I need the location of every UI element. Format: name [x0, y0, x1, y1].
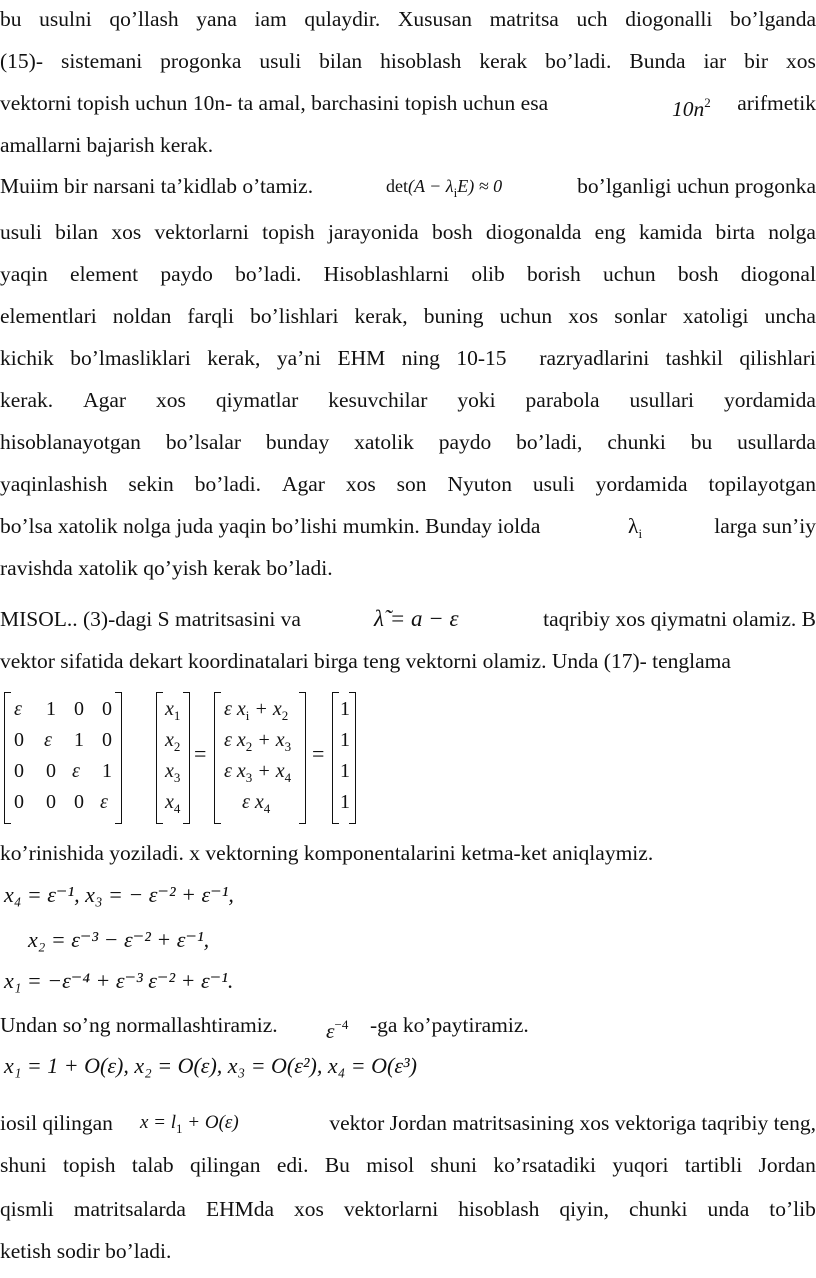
word: paydo: [160, 262, 213, 286]
text-span: ketish sodir bo’ladi.: [0, 1239, 172, 1263]
matrix-cell: 0: [74, 791, 84, 813]
text-line: [0, 471, 816, 497]
word: xos: [786, 49, 816, 73]
vector-cell: [165, 727, 180, 753]
word: farqli: [187, 304, 234, 328]
bracket-left: [214, 692, 221, 824]
word: yoki: [457, 388, 496, 412]
text-span: vektorni topish uchun 10n- ta amal, barchasini topish uchun esa: [0, 91, 549, 115]
equation-line: x₁ = 1 + O(ε), x₂ = O(ε), x₃ = O(ε²), x₄ = O(ε³): [4, 1053, 417, 1078]
text-line: [0, 173, 816, 199]
word: kerak: [479, 49, 528, 73]
word: bunday: [265, 430, 330, 454]
text-span: Undan so’ng normallashtiramiz.: [0, 1013, 278, 1037]
word: son: [396, 472, 427, 496]
subscript: 3: [284, 739, 292, 754]
text-line: [0, 1152, 816, 1178]
word: xatoligi: [682, 304, 749, 328]
word: EHM: [337, 346, 386, 370]
word: qismli: [0, 1197, 54, 1221]
word: bo’ladi.: [545, 49, 612, 73]
vector-cell: 1: [340, 698, 350, 720]
formula-text: ε: [326, 1019, 335, 1043]
bracket-right: [115, 692, 122, 824]
text-line: [0, 387, 816, 413]
formula-text: E) ≈ 0: [457, 176, 503, 196]
matrix-cell: ε: [100, 791, 108, 813]
subscript: 3: [245, 770, 253, 785]
word: qilingan: [190, 1153, 261, 1177]
formula-eps-m4: [326, 1012, 348, 1044]
vector-cell: 1: [340, 760, 350, 782]
word: yaqinlashish: [0, 472, 108, 496]
word: vektorlarni: [343, 1197, 439, 1221]
var: + x: [252, 729, 285, 751]
text-line: [0, 513, 816, 539]
var: x: [165, 760, 174, 782]
text-line: [0, 6, 816, 32]
word: sonlar: [614, 304, 667, 328]
word: shuni: [0, 1153, 47, 1177]
matrix-cell: 0: [14, 729, 24, 751]
word: diogonalli: [625, 7, 713, 31]
word: kichik: [0, 346, 54, 370]
word: qiymatlar: [215, 388, 299, 412]
word: kerak,: [354, 304, 408, 328]
word: bo’ladi.: [235, 262, 302, 286]
word: xos: [156, 388, 186, 412]
word: bilan: [55, 220, 99, 244]
word: progonka: [160, 49, 242, 73]
text-span: ko’rinishida yoziladi. x vektorning komponentalarini ketma-ket aniqlaymiz.: [0, 841, 654, 865]
text-line: [0, 48, 816, 74]
word: misol: [366, 1153, 415, 1177]
equation-line: x₁ = −ε⁻⁴ + ε⁻³ ε⁻² + ε⁻¹.: [4, 968, 234, 993]
text-span: amallarni bajarish kerak.: [0, 133, 214, 157]
word: yordamida: [723, 388, 816, 412]
matrix-cell: 0: [14, 760, 24, 782]
word: usullari: [629, 388, 695, 412]
word: diogonalda: [485, 220, 582, 244]
equation-line: x₄ = ε⁻¹, x₃ = − ε⁻² + ε⁻¹,: [4, 882, 234, 907]
word: ko’rsatadiki: [493, 1153, 597, 1177]
subscript: 2: [173, 739, 181, 754]
word: iar: [703, 49, 727, 73]
word: yordamida: [595, 472, 688, 496]
word: Bunda: [629, 49, 686, 73]
text-span: larga sun’iy: [714, 514, 816, 538]
word: element: [70, 262, 139, 286]
equation-line: x₂ = ε⁻³ − ε⁻² + ε⁻¹,: [28, 927, 210, 952]
word: shuni: [430, 1153, 477, 1177]
vector-cell: [165, 758, 180, 784]
word: topilayotgan: [708, 472, 816, 496]
word: eng: [594, 220, 626, 244]
word: to’lib: [769, 1197, 816, 1221]
word: bo’lmasliklari: [70, 346, 191, 370]
word: hisoblanayotgan: [0, 430, 141, 454]
word: diogonal: [740, 262, 816, 286]
word: iam: [254, 7, 287, 31]
subscript: i: [245, 708, 250, 723]
word: olib: [471, 262, 505, 286]
word: xos: [294, 1197, 324, 1221]
matrix-cell: 1: [46, 698, 56, 720]
var: x: [165, 791, 174, 813]
word: topish: [62, 1153, 116, 1177]
vector-cell: [224, 727, 291, 753]
matrix-cell: ε: [72, 760, 80, 782]
word: nolga: [768, 220, 816, 244]
bracket-right: [299, 692, 306, 824]
var: ε x: [224, 729, 246, 751]
word: xos: [345, 472, 376, 496]
text-span: bo’lganligi uchun progonka: [577, 174, 816, 198]
matrix-cell: 0: [102, 698, 112, 720]
word: usullarda: [737, 430, 816, 454]
word: uncha: [764, 304, 816, 328]
word: bo’ladi.: [194, 472, 262, 496]
word: kerak,: [207, 346, 261, 370]
formula-text: x = l: [140, 1112, 177, 1133]
word: tashkil: [665, 346, 723, 370]
word: topish: [262, 220, 315, 244]
text-span: bo’lsa xatolik nolga juda yaqin bo’lishi mumkin. Bunday iolda: [0, 514, 541, 538]
text-line: [0, 840, 816, 866]
word: bilan: [319, 49, 363, 73]
bracket-right: [183, 692, 190, 824]
text-line: [0, 1238, 816, 1264]
word: Xususan: [397, 7, 472, 31]
text-line: [0, 555, 816, 581]
formula-subscript: i: [453, 185, 458, 200]
word: jarayonida: [327, 220, 419, 244]
word: yuqori: [612, 1153, 669, 1177]
text-span: vektor Jordan matritsasining xos vektoriga taqribiy teng,: [329, 1111, 816, 1135]
text-span: Muiim bir narsani ta’kidlab o’tamiz.: [0, 174, 314, 198]
word: razryadlarini: [539, 346, 650, 370]
vector-cell: [165, 789, 180, 815]
var: x: [165, 698, 174, 720]
word: noldan: [112, 304, 172, 328]
word: hisoblash: [380, 49, 462, 73]
word: paydo: [438, 430, 492, 454]
text-line: [0, 1012, 816, 1043]
text-line: [0, 261, 816, 287]
text-line: [0, 1196, 816, 1222]
formula-lambda-tilde: λ̃ = a − ε: [374, 606, 459, 631]
vector-x: [156, 692, 190, 822]
word: uch: [576, 7, 608, 31]
matrix-cell: 0: [74, 698, 84, 720]
word: tartibli: [684, 1153, 743, 1177]
word: bo’ladi,: [516, 430, 583, 454]
word: hisoblash: [458, 1197, 540, 1221]
subscript: 4: [284, 770, 292, 785]
bracket-right: [349, 692, 356, 824]
word: kesuvchilar: [328, 388, 428, 412]
word: usuli: [0, 220, 42, 244]
word: talab: [131, 1153, 174, 1177]
word: qulaydir.: [304, 7, 381, 31]
vector-cell: [224, 696, 288, 722]
matrix-cell: 0: [14, 791, 24, 813]
word: Nyuton: [447, 472, 512, 496]
formula-det: [386, 173, 502, 206]
word: borish: [527, 262, 581, 286]
formula-exponent: −4: [334, 1017, 349, 1032]
subscript: 4: [173, 801, 181, 816]
equals-sign: =: [194, 741, 207, 766]
matrix-a: [4, 692, 122, 822]
word: kerak.: [0, 388, 54, 412]
word: sistemani: [60, 49, 143, 73]
subscript: 1: [173, 708, 181, 723]
word: kamida: [638, 220, 703, 244]
word: usuli: [259, 49, 302, 73]
word: xos: [568, 304, 599, 328]
matrix-cell: 0: [102, 729, 112, 751]
text-span: iosil qilingan: [0, 1111, 113, 1135]
word: edi.: [276, 1153, 309, 1177]
text-line: [0, 606, 816, 632]
formula-text: λ: [628, 514, 639, 538]
word: ning: [401, 346, 440, 370]
formula-text: 10n: [672, 97, 705, 121]
word: bo’lganda: [730, 7, 816, 31]
formula-exponent: 2: [704, 95, 711, 110]
var: + x: [252, 760, 285, 782]
word: Bu: [324, 1153, 350, 1177]
subscript: 2: [245, 739, 253, 754]
vector-cell: [242, 789, 270, 815]
word: bu: [690, 430, 713, 454]
word: usulni: [39, 7, 92, 31]
word: Agar: [281, 472, 325, 496]
word: bu: [0, 7, 22, 31]
var: ε x: [242, 791, 264, 813]
formula-subscript: 1: [176, 1121, 183, 1136]
text-line: [0, 132, 816, 158]
vector-cell: [165, 696, 180, 722]
word: 10-15: [456, 346, 507, 370]
formula-text: det: [386, 176, 408, 196]
vector-cell: [224, 758, 291, 784]
word: xos: [111, 220, 142, 244]
formula-text: + O(ε): [182, 1112, 239, 1133]
word: EHMda: [205, 1197, 275, 1221]
word: bo’lsalar: [165, 430, 242, 454]
equals-sign: =: [312, 741, 325, 766]
matrix-cell: 0: [46, 791, 56, 813]
word: qilishlari: [739, 346, 816, 370]
text-line: [0, 303, 816, 329]
bracket-left: [4, 692, 11, 824]
var: + x: [249, 698, 282, 720]
word: buning: [423, 304, 484, 328]
word: chunki: [607, 430, 666, 454]
word: vektorlarni: [154, 220, 249, 244]
text-line: [0, 648, 816, 674]
var: ε x: [224, 760, 246, 782]
word: Jordan: [758, 1153, 816, 1177]
text-span: arifmetik: [737, 91, 816, 115]
word: yana: [196, 7, 237, 31]
word: elementlari: [0, 304, 97, 328]
subscript: 4: [263, 801, 271, 816]
formula-10n2: [672, 90, 711, 122]
vector-cell: 1: [340, 791, 350, 813]
word: ya’ni: [276, 346, 321, 370]
text-line: [0, 429, 816, 455]
text-line: [0, 90, 816, 121]
word: bo’lishlari: [250, 304, 339, 328]
text-span: ravishda xatolik qo’yish kerak bo’ladi.: [0, 556, 333, 580]
word: qiyin,: [559, 1197, 609, 1221]
word: parabola: [525, 388, 600, 412]
lambda-i: [628, 513, 642, 547]
bracket-left: [156, 692, 163, 824]
text-span: vektor sifatida dekart koordinatalari birga teng vektorni olamiz. Unda (17)- tenglama: [0, 649, 731, 673]
word: matritsa: [489, 7, 559, 31]
matrix-cell: 1: [74, 729, 84, 751]
word: matritsalarda: [73, 1197, 186, 1221]
var: ε x: [224, 698, 246, 720]
word: yaqin: [0, 262, 48, 286]
bracket-left: [332, 692, 339, 824]
word: usuli: [532, 472, 575, 496]
vector-ones: [332, 692, 356, 822]
matrix-cell: ε: [14, 698, 22, 720]
word: Agar: [83, 388, 127, 412]
matrix-cell: 1: [102, 760, 112, 782]
word: sekin: [128, 472, 174, 496]
text-span: taqribiy xos qiymatni olamiz. B: [543, 607, 816, 631]
word: qo’llash: [109, 7, 179, 31]
text-span: MISOL.. (3)-dagi S matritsasini va: [0, 607, 301, 631]
word: unda: [707, 1197, 750, 1221]
word: uchun: [603, 262, 656, 286]
word: Hisoblashlarni: [323, 262, 450, 286]
formula-text: (A − λ: [408, 176, 454, 196]
word: xatolik: [354, 430, 414, 454]
word: chunki: [628, 1197, 688, 1221]
word: bir: [744, 49, 769, 73]
word: bosh: [677, 262, 719, 286]
word: birta: [715, 220, 755, 244]
subscript: 2: [281, 708, 289, 723]
word: bosh: [431, 220, 473, 244]
text-line: [0, 345, 816, 371]
word: uchun: [499, 304, 553, 328]
text-line: [0, 1110, 816, 1136]
var: x: [165, 729, 174, 751]
matrix-cell: 0: [46, 760, 56, 782]
word: (15)-: [0, 49, 43, 73]
vector-ax: [214, 692, 306, 822]
text-span: -ga ko’paytiramiz.: [370, 1013, 529, 1037]
subscript: 3: [173, 770, 181, 785]
formula-subscript: i: [638, 526, 643, 541]
vector-cell: 1: [340, 729, 350, 751]
text-line: [0, 219, 816, 245]
matrix-cell: ε: [44, 729, 52, 751]
formula-x-vector: [140, 1110, 239, 1142]
